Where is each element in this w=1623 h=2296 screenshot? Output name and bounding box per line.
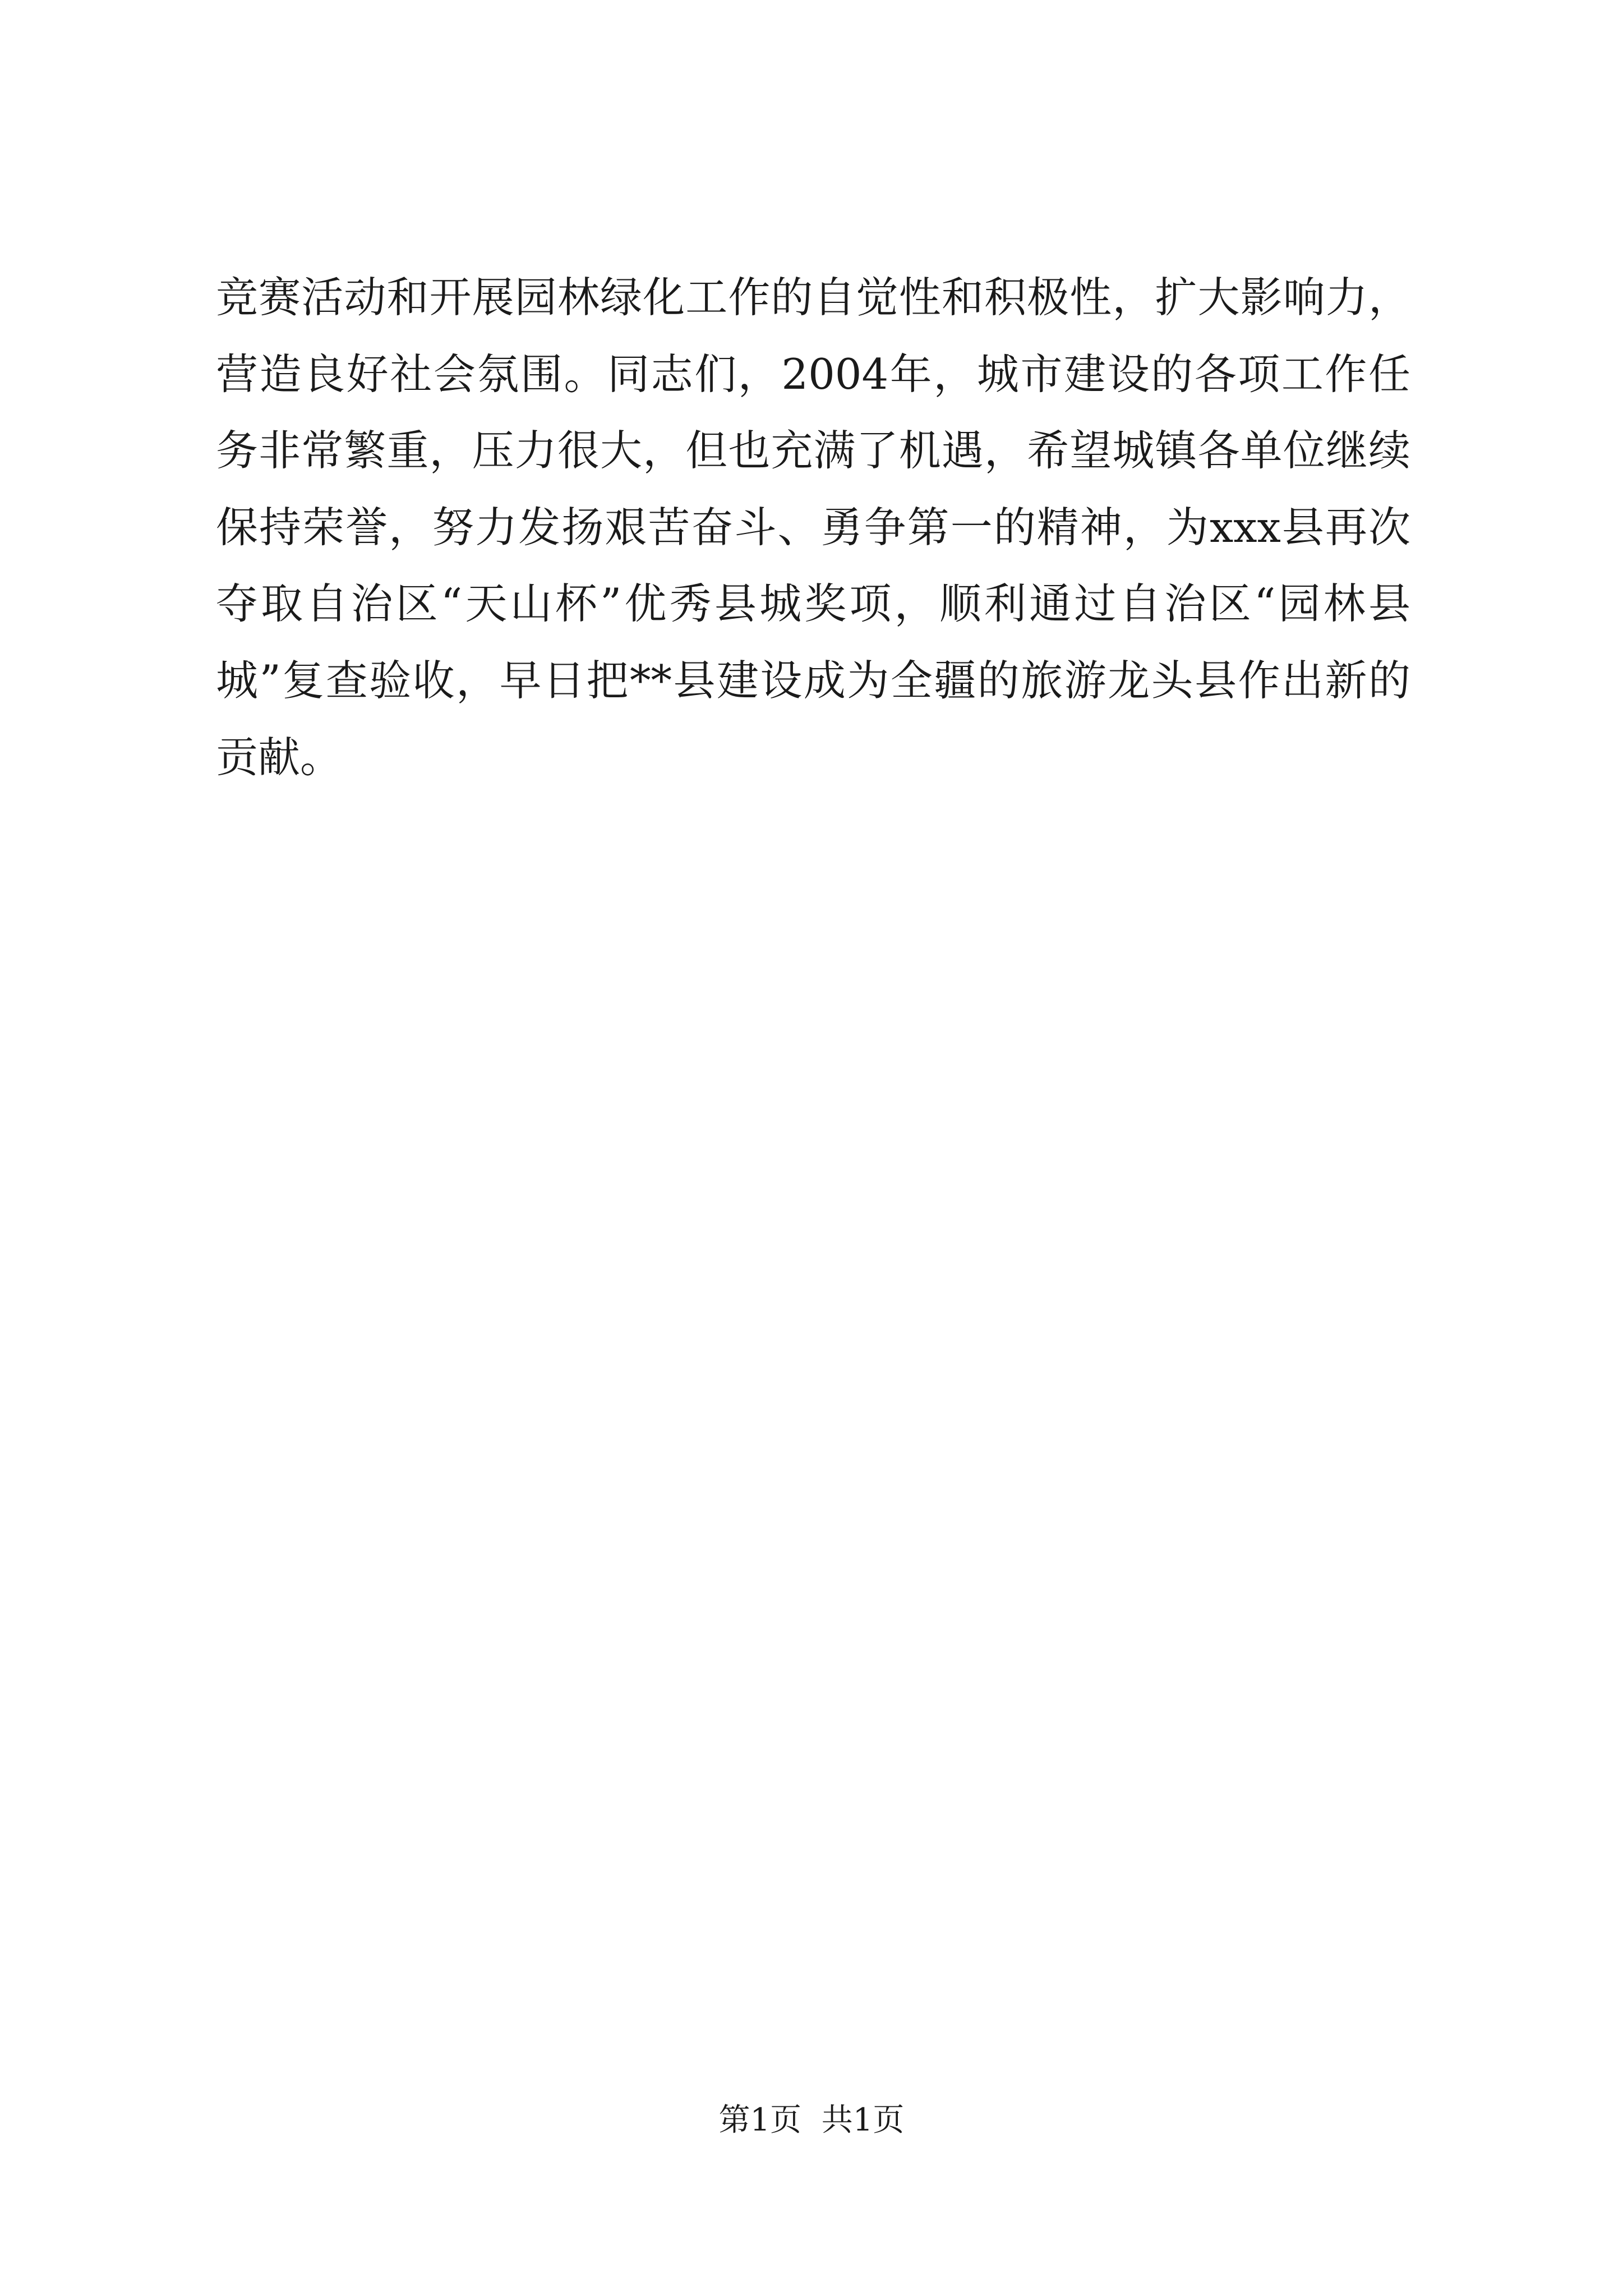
paragraph-line: 夺取自治区“天山杯”优秀县城奖项，顺利通过自治区“园林县 [216,579,1410,629]
paragraph-line: 营造良好社会氛围。同志们，2004年，城市建设的各项工作任 [216,349,1410,399]
footer-separator [801,2102,822,2138]
page-number: 第1页 [718,2102,802,2138]
paragraph-line: 城”复查验收，早日把**县建设成为全疆的旅游龙头县作出新的 [216,655,1410,705]
paragraph-line: 保持荣誉，努力发扬艰苦奋斗、勇争第一的精神，为xxx县再次 [216,502,1410,552]
page-total: 共1页 [821,2102,905,2138]
paragraph-line: 务非常繁重，压力很大，但也充满了机遇，希望城镇各单位继续 [216,426,1410,476]
paragraph-line: 贡献。 [216,732,343,782]
paragraph-line: 竞赛活动和开展园林绿化工作的自觉性和积极性，扩大影响力， [216,273,1410,322]
body-paragraph [216,259,1410,795]
page-footer [0,2101,1623,2140]
